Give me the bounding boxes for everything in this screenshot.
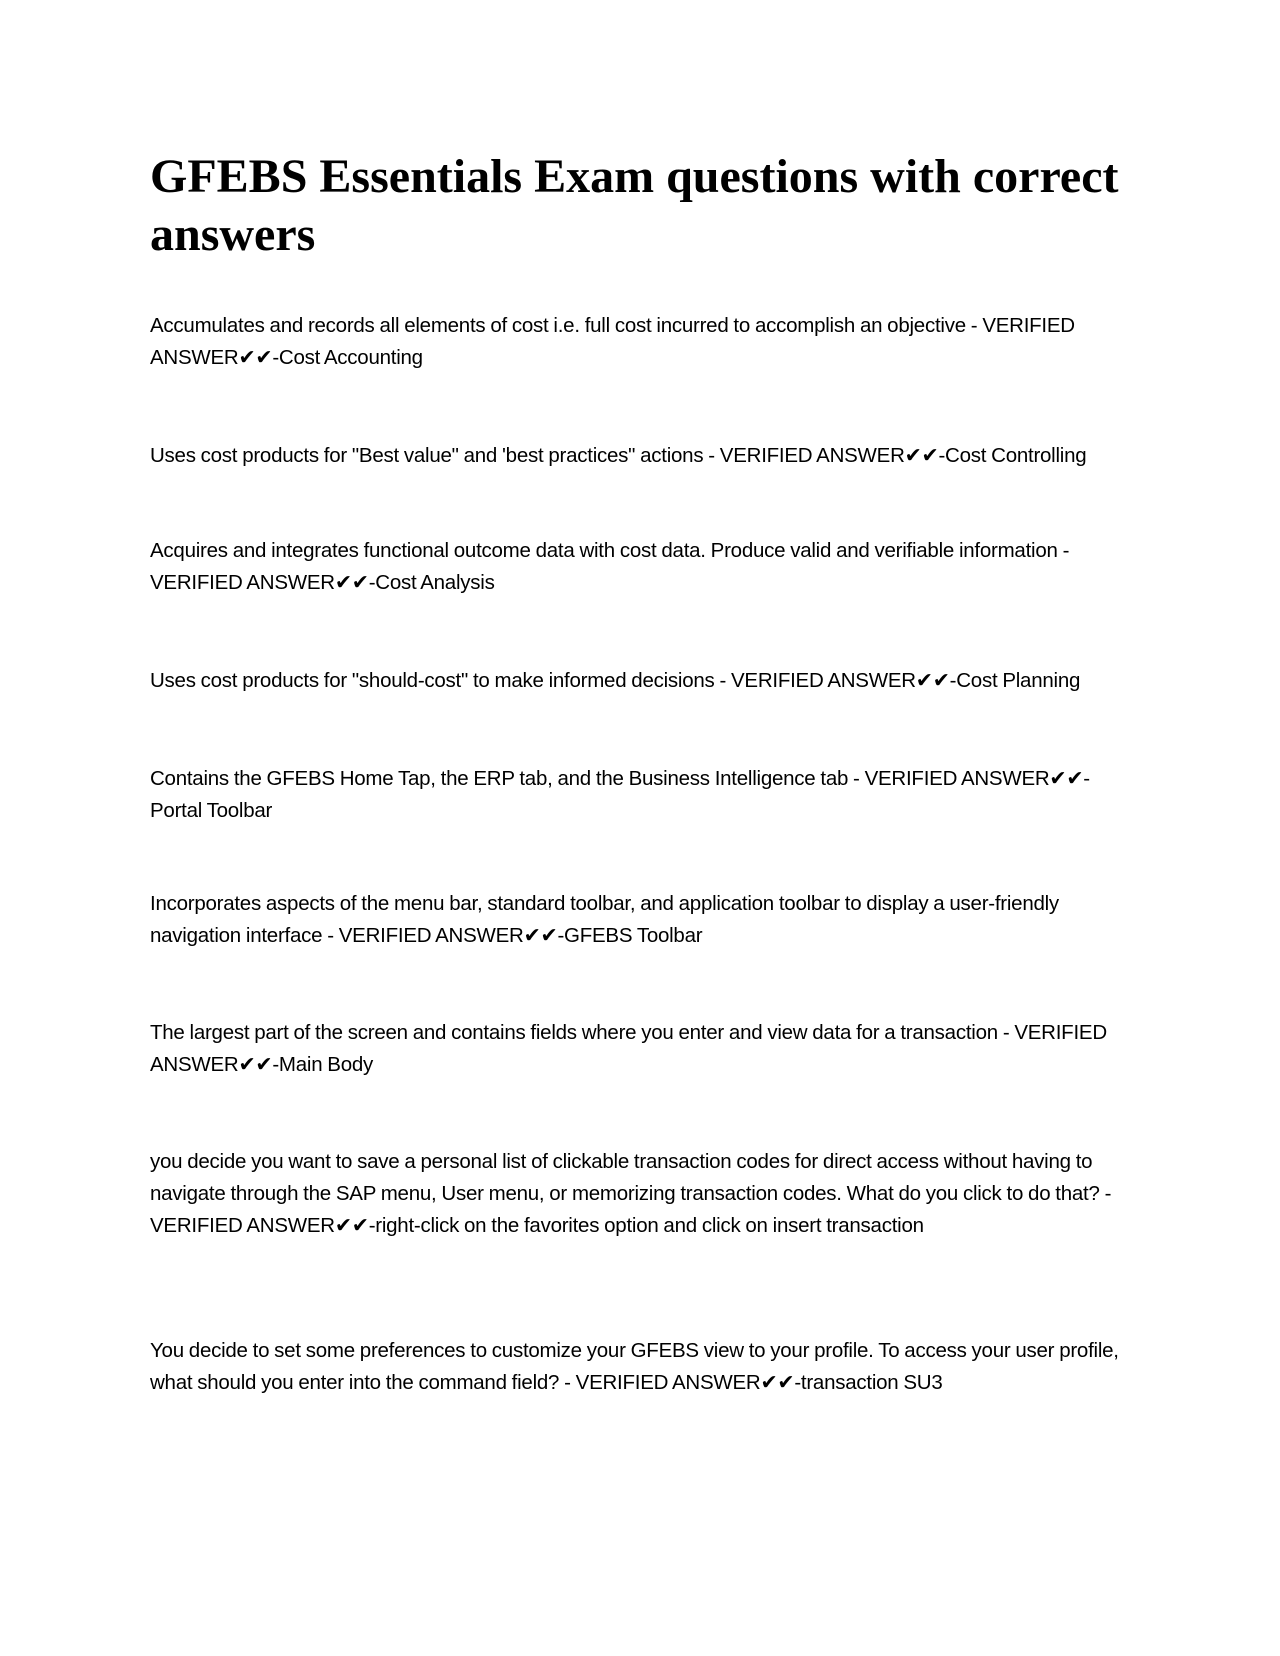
qa-item-portal-toolbar: Contains the GFEBS Home Tap, the ERP tab, and the Business Intelligence tab - VERIFIED ANSWER✔✔-Portal Toolbar [150, 767, 1090, 822]
qa-item-cost-planning: Uses cost products for "should-cost" to make informed decisions - VERIFIED ANSWER✔✔-Cost Planning [150, 669, 1081, 692]
qa-item-cost-analysis: Acquires and integrates functional outcome data with cost data. Produce valid and verifiable information - VERIFIED ANSWER✔✔-Cost Analysis [150, 539, 1070, 594]
qa-item-cost-controlling: Uses cost products for "Best value" and 'best practices" actions - VERIFIED ANSWER✔✔-Cost Controlling [150, 444, 1087, 467]
document-title: GFEBS Essentials Exam questions with correct answers [150, 150, 1119, 261]
qa-item-gfebs-toolbar: Incorporates aspects of the menu bar, standard toolbar, and application toolbar to display a user-friendly navigation interface - VERIFIED ANSWER✔✔-GFEBS Toolbar [150, 892, 1059, 947]
qa-item-favorites: you decide you want to save a personal list of clickable transaction codes for direct access without having to navigate through the SAP menu, User menu, or memorizing transaction codes. What do you click to do that? - VERIFIED ANSWER✔✔-right-click on the favorites option and click on insert transaction [150, 1150, 1112, 1237]
qa-item-main-body: The largest part of the screen and contains fields where you enter and view data for a transaction - VERIFIED ANSWER✔✔-Main Body [150, 1021, 1107, 1076]
qa-item-user-profile: You decide to set some preferences to customize your GFEBS view to your profile. To access your user profile, what should you enter into the command field? - VERIFIED ANSWER✔✔-transaction SU3 [150, 1339, 1119, 1394]
qa-item-cost-accounting: Accumulates and records all elements of cost i.e. full cost incurred to accomplish an objective - VERIFIED ANSWER✔✔-Cost Accounting [150, 314, 1075, 369]
